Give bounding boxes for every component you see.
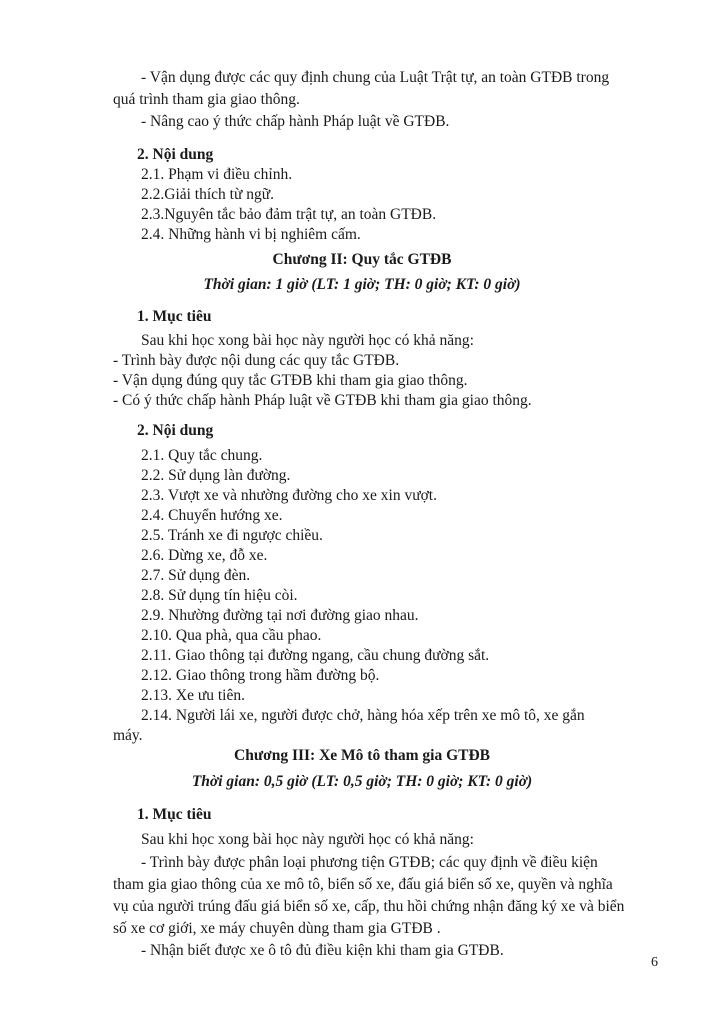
list-item: 2.13. Xe ưu tiên. (141, 687, 245, 704)
list-item: 2.14. Người lái xe, người được chở, hàng hóa xếp trên xe mô tô, xe gắn (141, 707, 585, 724)
goal-item: - Trình bày được phân loại phương tiện GTĐB; các quy định về điều kiện (141, 854, 598, 871)
list-item: 2.10. Qua phà, qua cầu phao. (141, 627, 322, 644)
section-heading: 2. Nội dung (137, 146, 214, 163)
list-item: 2.7. Sử dụng đèn. (141, 567, 251, 584)
list-item: 2.3.Nguyên tắc bảo đảm trật tự, an toàn GTĐB. (141, 206, 437, 223)
goals-intro: Sau khi học xong bài học này người học có khả năng: (141, 831, 474, 848)
list-item: 2.3. Vượt xe và nhường đường cho xe xin vượt. (141, 487, 437, 504)
list-item: 2.1. Quy tắc chung. (141, 447, 263, 464)
goal-1-line-1: - Vận dụng được các quy định chung của Luật Trật tự, an toàn GTĐB trong (141, 69, 610, 86)
goal-item: - Có ý thức chấp hành Pháp luật về GTĐB khi tham gia giao thông. (113, 392, 532, 409)
section-heading: 2. Nội dung (137, 422, 214, 439)
goal-item: - Nhận biết được xe ô tô đủ điều kiện khi tham gia GTĐB. (141, 942, 504, 959)
chapter-title: Chương II: Quy tắc GTĐB (272, 251, 452, 268)
section-heading: 1. Mục tiêu (137, 806, 212, 823)
goal-item: - Vận dụng đúng quy tắc GTĐB khi tham gia giao thông. (113, 372, 468, 389)
list-item-continuation: máy. (113, 727, 143, 744)
list-item: 2.6. Dừng xe, đỗ xe. (141, 547, 268, 564)
page-number: 6 (651, 955, 658, 970)
chapter-time: Thời gian: 1 giờ (LT: 1 giờ; TH: 0 giờ; KT: 0 giờ) (203, 276, 521, 293)
list-item: 2.11. Giao thông tại đường ngang, cầu chung đường sắt. (141, 647, 490, 664)
list-item: 2.4. Chuyển hướng xe. (141, 507, 283, 524)
section-heading: 1. Mục tiêu (137, 308, 212, 325)
goal-item-cont: số xe cơ giới, xe máy chuyên dùng tham gia GTĐB . (113, 920, 441, 937)
list-item: 2.2. Sử dụng làn đường. (141, 467, 291, 484)
goal-item-cont: vụ của người trúng đấu giá biển số xe, cấp, thu hồi chứng nhận đăng ký xe và biển (113, 898, 625, 915)
list-item: 2.4. Những hành vi bị nghiêm cấm. (141, 226, 361, 243)
list-item: 2.1. Phạm vi điều chỉnh. (141, 166, 293, 183)
chapter-time: Thời gian: 0,5 giờ (LT: 0,5 giờ; TH: 0 giờ; KT: 0 giờ) (191, 773, 533, 790)
goal-item-cont: tham gia giao thông của xe mô tô, biển số xe, đấu giá biển số xe, quyền và nghĩa (113, 876, 613, 893)
list-item: 2.9. Nhường đường tại nơi đường giao nhau. (141, 607, 419, 624)
list-item: 2.8. Sử dụng tín hiệu còi. (141, 587, 298, 604)
list-item: 2.5. Tránh xe đi ngược chiều. (141, 527, 323, 544)
goal-2: - Nâng cao ý thức chấp hành Pháp luật về GTĐB. (141, 113, 450, 130)
goal-1-line-2: quá trình tham gia giao thông. (113, 91, 300, 108)
list-item: 2.2.Giải thích từ ngữ. (141, 186, 275, 203)
list-item: 2.12. Giao thông trong hầm đường bộ. (141, 667, 380, 684)
chapter-title: Chương III: Xe Mô tô tham gia GTĐB (234, 747, 490, 764)
goals-intro: Sau khi học xong bài học này người học có khả năng: (141, 332, 474, 349)
goal-item: - Trình bày được nội dung các quy tắc GTĐB. (113, 352, 400, 369)
